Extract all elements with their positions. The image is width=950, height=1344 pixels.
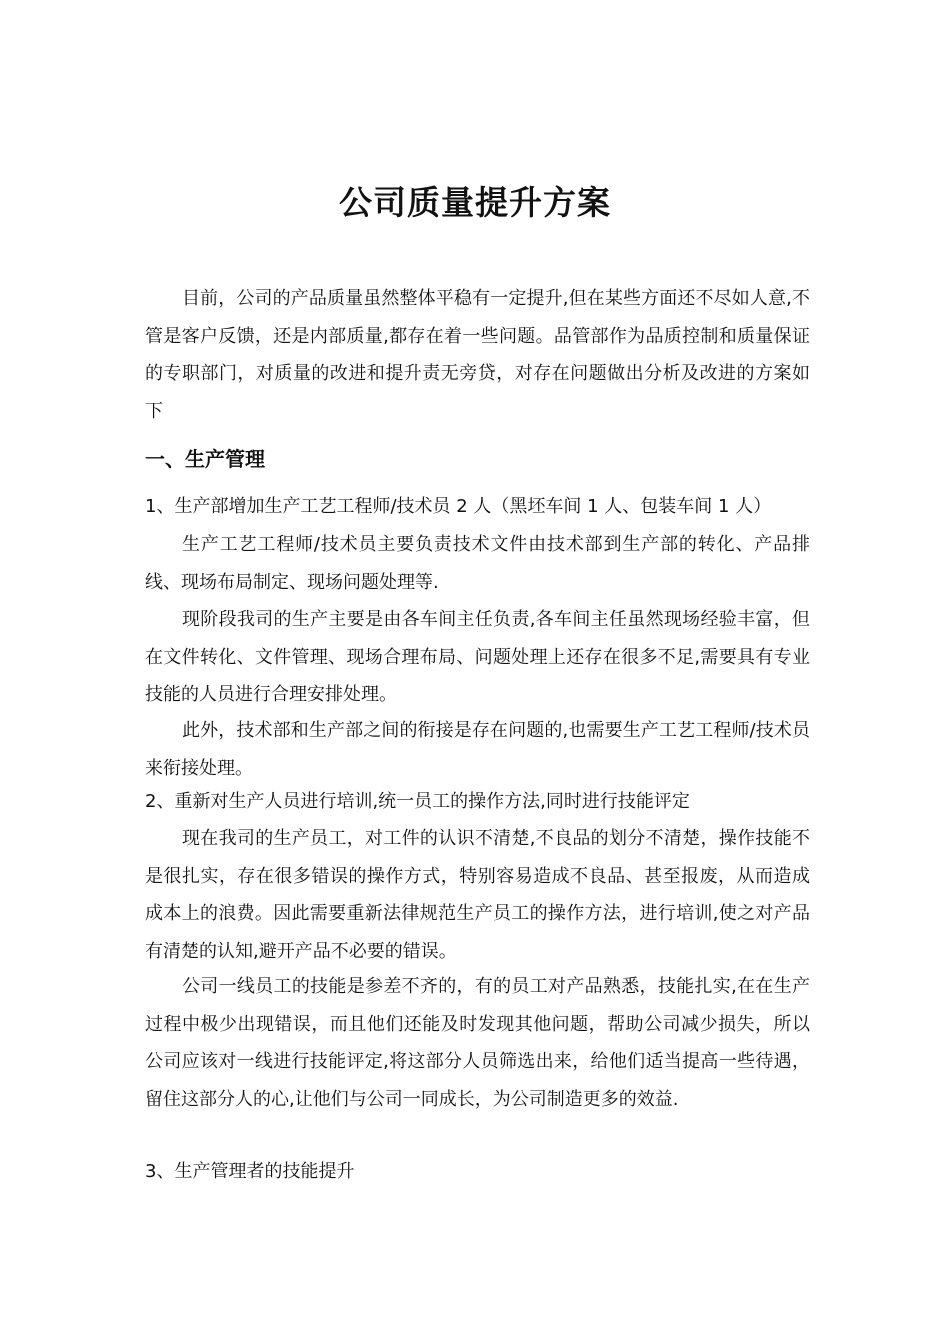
document-title: 公司质量提升方案 <box>339 183 611 223</box>
item-1-title: 1、生产部增加生产工艺工程师/技术员 2 人（黑坯车间 1 人、包装车间 1 人） <box>145 496 772 517</box>
item-2-paragraph-1: 现在我司的生产员工，对工件的认识不清楚,不良品的划分不清楚，操作技能不是很扎实，存在很多错误的操作方式，特别容易造成不良品、甚至报废，从而造成成本上的浪费。因此需要重新法律规范生产员工的操作方法，进行培训,使之对产品有清楚的认知,避开产品不必要的错误。 <box>145 828 810 962</box>
item-1-paragraph-1: 生产工艺工程师/技术员主要负责技术文件由技术部到生产部的转化、产品排线、现场布局制定、现场问题处理等. <box>145 534 810 593</box>
item-2-paragraph-2: 公司一线员工的技能是参差不齐的，有的员工对产品熟悉，技能扎实,在在生产过程中极少出现错误，而且他们还能及时发现其他问题，帮助公司减少损失，所以公司应该对一线进行技能评定,将这部分人员筛选出来，给他们适当提高一些待遇，留住这部分人的心,让他们与公司一同成长，为公司制造更多的效益. <box>145 976 810 1110</box>
item-2-title: 2、重新对生产人员进行培训,统一员工的操作方法,同时进行技能评定 <box>145 791 690 812</box>
item-1-paragraph-2: 现阶段我司的生产主要是由各车间主任负责,各车间主任虽然现场经验丰富，但在文件转化、文件管理、现场合理布局、问题处理上还存在很多不足,需要具有专业技能的人员进行合理安排处理。 <box>145 609 810 705</box>
section-heading-production-management: 一、生产管理 <box>145 447 265 471</box>
intro-paragraph: 目前，公司的产品质量虽然整体平稳有一定提升,但在某些方面还不尽如人意,不管是客户反馈，还是内部质量,都存在着一些问题。品管部作为品质控制和质量保证的专职部门，对质量的改进和提升责无旁贷，对存在问题做出分析及改进的方案如下 <box>145 288 810 422</box>
item-1-paragraph-3: 此外，技术部和生产部之间的衔接是存在问题的,也需要生产工艺工程师/技术员来衔接处理。 <box>145 720 810 779</box>
item-3-title: 3、生产管理者的技能提升 <box>145 1161 355 1182</box>
